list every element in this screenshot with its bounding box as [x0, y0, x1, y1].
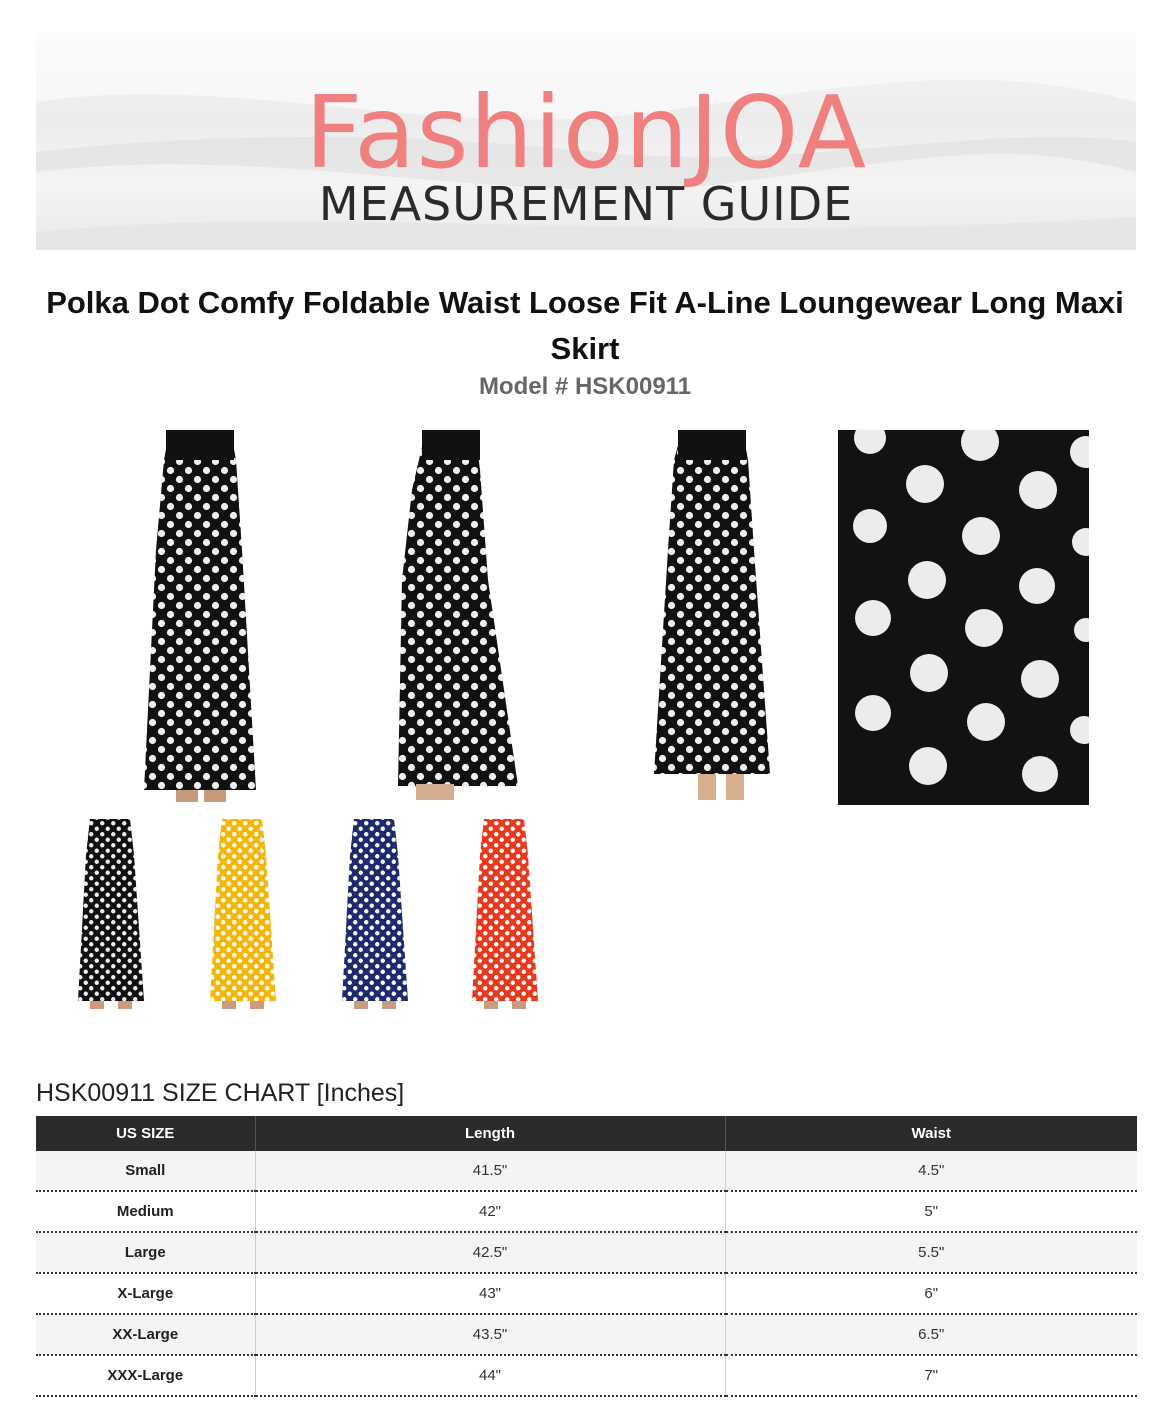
size-cell: XX-Large — [36, 1314, 255, 1355]
photo-back-view — [640, 430, 790, 806]
size-chart-header-row — [36, 1116, 1137, 1151]
table-row — [36, 1314, 1137, 1355]
size-cell: Medium — [36, 1191, 255, 1232]
table-row — [36, 1232, 1137, 1273]
length-cell: 41.5" — [255, 1151, 725, 1191]
size-cell: Large — [36, 1232, 255, 1273]
length-cell: 44" — [255, 1355, 725, 1396]
banner-subtitle: MEASUREMENT GUIDE — [318, 177, 854, 231]
waist-cell: 7" — [725, 1355, 1137, 1396]
table-row — [36, 1151, 1137, 1191]
waist-cell: 6" — [725, 1273, 1137, 1314]
photo-side-view — [380, 430, 530, 806]
table-row — [36, 1273, 1137, 1314]
waist-cell: 5.5" — [725, 1232, 1137, 1273]
header-length: Length — [255, 1116, 725, 1151]
product-title: Polka Dot Comfy Foldable Waist Loose Fit A-Line Loungewear Long Maxi Skirt — [46, 285, 1124, 366]
length-cell: 43" — [255, 1273, 725, 1314]
header-us-size: US SIZE — [36, 1116, 255, 1151]
table-row — [36, 1355, 1137, 1396]
color-thumb-yellow[interactable] — [204, 815, 284, 1011]
model-number: Model # HSK00911 — [478, 373, 692, 400]
size-cell: X-Large — [36, 1273, 255, 1314]
length-cell: 42" — [255, 1191, 725, 1232]
size-cell: XXX-Large — [36, 1355, 255, 1396]
header-waist: Waist — [725, 1116, 1137, 1151]
size-chart-title: HSK00911 SIZE CHART [Inches] — [36, 1079, 405, 1107]
brand-logo-text: FashionJOA — [304, 74, 868, 191]
color-thumb-black[interactable] — [72, 815, 152, 1011]
photo-front-view — [130, 430, 270, 806]
table-row — [36, 1191, 1137, 1232]
length-cell: 43.5" — [255, 1314, 725, 1355]
photo-fabric-closeup — [838, 430, 1089, 805]
waist-cell: 6.5" — [725, 1314, 1137, 1355]
size-chart-table — [36, 1116, 1137, 1397]
length-cell: 42.5" — [255, 1232, 725, 1273]
size-cell: Small — [36, 1151, 255, 1191]
waist-cell: 5" — [725, 1191, 1137, 1232]
brand-banner — [36, 32, 1136, 250]
color-thumb-red[interactable] — [466, 815, 546, 1011]
color-thumb-navy[interactable] — [336, 815, 416, 1011]
waist-cell: 4.5" — [725, 1151, 1137, 1191]
